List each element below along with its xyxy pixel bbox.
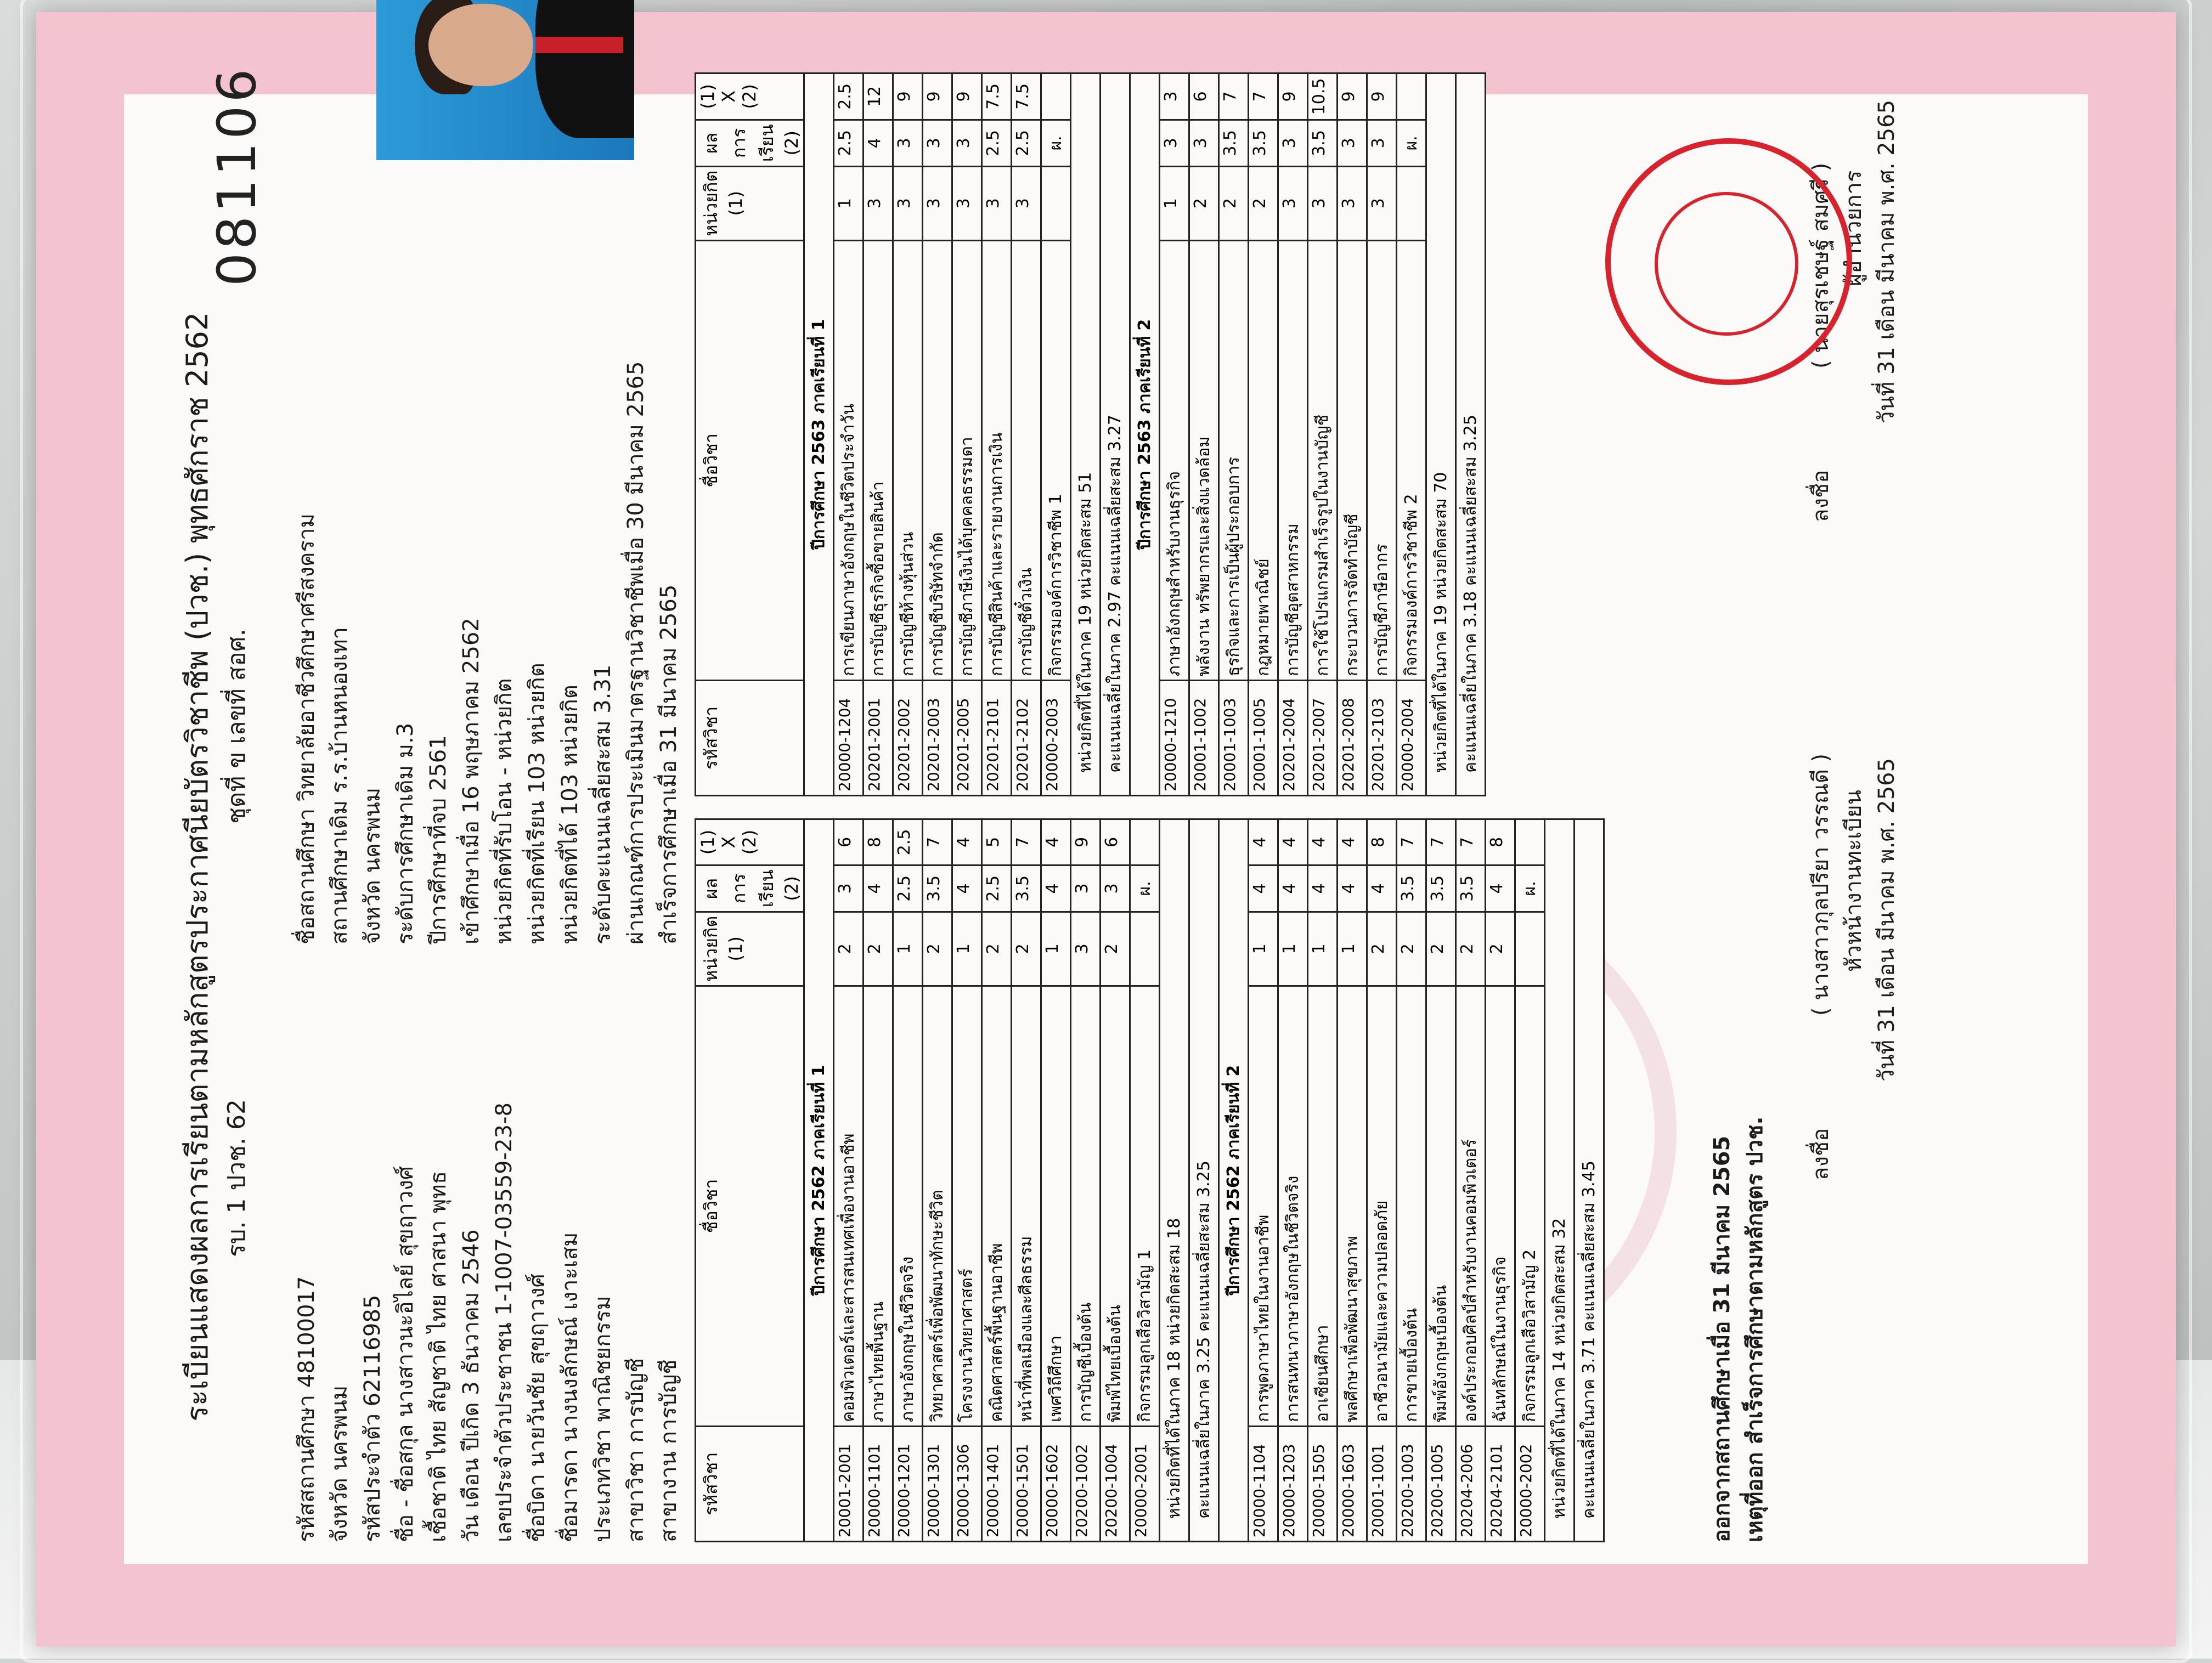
course-name: ภาษาไทยพื้นฐาน (864, 986, 893, 1426)
course-code: 20200-1004 (1101, 1426, 1130, 1541)
table-row (952, 819, 982, 1542)
course-grade: 3.5 (1426, 865, 1456, 912)
course-code: 20201-2001 (864, 681, 893, 796)
course-points (1397, 73, 1426, 120)
course-code: 20000-1306 (952, 1426, 982, 1541)
course-points: 4 (1249, 819, 1278, 866)
course-credit: 2 (1456, 912, 1486, 986)
course-credit: 1 (1278, 912, 1308, 986)
course-credit: 3 (864, 166, 893, 240)
course-credit (1130, 912, 1160, 986)
course-credit: 2 (1189, 166, 1219, 240)
course-points: 7.5 (1012, 73, 1041, 120)
course-name: การบัญชีห้างหุ้นส่วน (893, 240, 923, 680)
grades-table-left (695, 818, 1605, 1542)
term-credit-summary: หน่วยกิตที่ได้ในภาค 18 หน่วยกิตสะสม 18 (1160, 819, 1189, 1542)
course-points (1130, 819, 1160, 866)
term-title: ปีการศึกษา 2562 ภาคเรียนที่ 2 (1219, 819, 1249, 1542)
course-name: วิทยาศาสตร์เพื่อพัฒนาทักษะชีวิต (923, 986, 952, 1426)
course-points: 3 (1160, 73, 1189, 120)
registrar-title: หัวหน้างานทะเบียน (1841, 789, 1866, 972)
course-code: 20000-1203 (1278, 1426, 1308, 1541)
course-name: พลังงาน ทรัพยากรและสิ่งแวดล้อม (1189, 240, 1219, 680)
course-code: 20001-1003 (1219, 681, 1249, 796)
course-name: ธุรกิจและการเป็นผู้ประกอบการ (1219, 240, 1249, 680)
course-grade: 4 (1338, 865, 1367, 912)
term-credit-summary: หน่วยกิตที่ได้ในภาค 14 หน่วยกิตสะสม 32 (1545, 819, 1575, 1542)
course-points: 7 (1249, 73, 1278, 120)
course-name: คอมพิวเตอร์และสารสนเทศเพื่องานอาชีพ (834, 986, 864, 1426)
course-name: โครงงานวิทยาศาสตร์ (952, 986, 982, 1426)
student-name: ชื่อ - ชื่อสกุล นางสาวนะอิไลย์ สุขฤาวงศ์ (393, 1166, 418, 1542)
mother-name: ชื่อมารดา นางนงลักษณ์ เงาะเสม (557, 1232, 583, 1542)
table-row (1515, 819, 1545, 1542)
official-stamp (1605, 138, 1852, 385)
previous-province: จังหวัด นครพนม (360, 787, 385, 944)
course-code: 20000-1505 (1308, 1426, 1338, 1541)
term-title: ปีการศึกษา 2563 ภาคเรียนที่ 1 (804, 73, 834, 796)
course-credit: 2 (864, 912, 893, 986)
table-row (1012, 819, 1041, 1542)
table-row (1249, 73, 1278, 796)
course-credit: 3 (1012, 166, 1041, 240)
course-points: 9 (952, 73, 982, 120)
course-credit: 1 (952, 912, 982, 986)
table-row (1308, 819, 1338, 1542)
course-name: พลศึกษาเพื่อพัฒนาสุขภาพ (1338, 986, 1367, 1426)
cumulative-gpa: ระดับคะแนนเฉลี่ยสะสม 3.31 (590, 664, 616, 944)
credits-earned: หน่วยกิตที่ได้ 103 หน่วยกิต (557, 685, 583, 944)
table-row (1338, 73, 1367, 796)
course-points: 7 (1012, 819, 1041, 866)
course-credit: 3 (893, 166, 923, 240)
course-points: 4 (1041, 819, 1071, 866)
col-grade: ผลการเรียน (2) (696, 120, 804, 166)
course-name: ฉันทลักษณ์ในงานธุรกิจ (1486, 986, 1515, 1426)
course-grade: 4 (952, 865, 982, 912)
table-row (1160, 73, 1189, 796)
course-name: กิจกรรมลูกเสือวิสามัญ 2 (1515, 986, 1545, 1426)
course-credit: 3 (1278, 166, 1308, 240)
term-gpa-summary: คะแนนเฉลี่ยในภาค 3.71 คะแนนเฉลี่ยสะสม 3.45 (1575, 819, 1604, 1542)
course-points: 7 (923, 819, 952, 866)
course-points: 9 (1071, 819, 1101, 866)
previous-school: สถานศึกษาเดิม ร.ร.บ้านหนองเทา (327, 627, 352, 944)
course-grade: 2.5 (982, 865, 1012, 912)
table-row (1397, 73, 1426, 796)
term-credit-summary: หน่วยกิตที่ได้ในภาค 19 หน่วยกิตสะสม 51 (1071, 73, 1101, 796)
course-grade: ผ. (1515, 865, 1545, 912)
course-grade: 3 (1338, 120, 1367, 166)
course-points: 8 (1486, 819, 1515, 866)
citizen-id: เลขประจำตัวประชาชน 1-1007-03559-23-8 (492, 1102, 517, 1542)
course-code: 20000-2002 (1515, 1426, 1545, 1541)
course-grade: ผ. (1130, 865, 1160, 912)
leave-reason: เหตุที่ออก สำเร็จการศึกษาตามหลักสูตร ปวช. (1742, 1116, 1768, 1542)
course-code: 20001-1001 (1367, 1426, 1397, 1541)
course-name: พิมพ์อังกฤษเบื้องต้น (1426, 986, 1456, 1426)
director-date: วันที่ 31 เดือน มีนาคม พ.ศ. 2565 (1874, 100, 1899, 423)
term-gpa-summary: คะแนนเฉลี่ยในภาค 2.97 คะแนนเฉลี่ยสะสม 3.27 (1101, 73, 1130, 796)
course-credit: 3 (1308, 166, 1338, 240)
term-gpa-summary: คะแนนเฉลี่ยในภาค 3.18 คะแนนเฉลี่ยสะสม 3.25 (1456, 73, 1486, 796)
course-grade: 3 (1101, 865, 1130, 912)
course-code: 20201-2005 (952, 681, 982, 796)
col-credit: หน่วยกิต (1) (696, 166, 804, 240)
course-code: 20201-2004 (1278, 681, 1308, 796)
course-name: เพศวิถีศึกษา (1041, 986, 1071, 1426)
course-grade: 2.5 (893, 865, 923, 912)
course-credit: 3 (952, 166, 982, 240)
table-row (893, 819, 923, 1542)
col-product: (1) X (2) (696, 73, 804, 120)
course-code: 20201-2103 (1367, 681, 1397, 796)
school-code: รหัสสถานศึกษา 48100017 (294, 1276, 319, 1542)
course-name: การขายเบื้องต้น (1397, 986, 1426, 1426)
course-points (1515, 819, 1545, 866)
course-credit: 3 (1071, 912, 1101, 986)
course-credit: 3 (982, 166, 1012, 240)
course-name: การบัญชีเบื้องต้น (1071, 986, 1101, 1426)
course-name: อาเซียนศึกษา (1308, 986, 1338, 1426)
term-title: ปีการศึกษา 2562 ภาคเรียนที่ 1 (804, 819, 834, 1542)
leave-date: ออกจากสถานศึกษาเมื่อ 31 มีนาคม 2565 (1709, 1135, 1735, 1542)
course-name: การบัญชีบริษัทจำกัด (923, 240, 952, 680)
course-code: 20000-1101 (864, 1426, 893, 1541)
father-name: ชื่อบิดา นายวันชัย สุขฤาวงศ์ (524, 1274, 550, 1542)
registrar-name: ( นางสาวกุลปรียา วรรณดี ) (1808, 753, 1833, 1016)
course-points: 7.5 (982, 73, 1012, 120)
course-name: ภาษาอังกฤษสำหรับงานธุรกิจ (1160, 240, 1189, 680)
col-name: ชื่อวิชา (696, 240, 804, 680)
course-code: 20201-2102 (1012, 681, 1041, 796)
table-row (834, 73, 864, 796)
course-code: 20000-1210 (1160, 681, 1189, 796)
course-code: 20204-2101 (1486, 1426, 1515, 1541)
course-credit: 2 (1426, 912, 1456, 986)
course-points: 6 (1189, 73, 1219, 120)
signature-label-registrar: ลงชื่อ (1808, 1128, 1833, 1180)
course-name: พิมพ์ไทยเบื้องต้น (1101, 986, 1130, 1426)
left-term2 (1219, 819, 1604, 1542)
col-code: รหัสวิชา (696, 1426, 804, 1541)
nationality: เชื้อชาติ ไทย สัญชาติ ไทย ศาสนา พุทธ (426, 1170, 451, 1542)
study-field: สาขาวิชา การบัญชี (623, 1357, 648, 1542)
course-grade: 4 (1249, 865, 1278, 912)
course-name: การบัญชีอุตสาหกรรม (1278, 240, 1308, 680)
course-grade: 3.5 (1308, 120, 1338, 166)
table-row (1397, 819, 1426, 1542)
director-title: ผู้อำนวยการ (1841, 170, 1866, 286)
course-points: 8 (864, 819, 893, 866)
course-credit: 1 (1249, 912, 1278, 986)
left-term1 (804, 819, 1219, 1542)
course-code: 20000-2004 (1397, 681, 1426, 796)
course-points (1041, 73, 1071, 120)
course-credit (1515, 912, 1545, 986)
course-points: 9 (1367, 73, 1397, 120)
course-credit: 2 (982, 912, 1012, 986)
course-credit: 1 (1308, 912, 1338, 986)
graduation-date: สำเร็จการศึกษาเมื่อ 31 มีนาคม 2565 (656, 584, 681, 944)
course-credit: 1 (893, 912, 923, 986)
course-code: 20204-2006 (1456, 1426, 1486, 1541)
course-code: 20200-1005 (1426, 1426, 1456, 1541)
course-code: 20001-2001 (834, 1426, 864, 1541)
table-row (1219, 73, 1249, 796)
course-points: 4 (1278, 819, 1308, 866)
course-code: 20000-2003 (1041, 681, 1071, 796)
table-row (923, 819, 952, 1542)
course-points: 7 (1397, 819, 1426, 866)
right-term1 (804, 73, 1130, 796)
table-row (1278, 819, 1308, 1542)
course-name: การสนทนาภาษาอังกฤษในชีวิตจริง (1278, 986, 1308, 1426)
course-points: 10.5 (1308, 73, 1338, 120)
course-code: 20000-1401 (982, 1426, 1012, 1541)
course-name: การพูดภาษาไทยในงานอาชีพ (1249, 986, 1278, 1426)
table-row (893, 73, 923, 796)
course-grade: 3.5 (1456, 865, 1486, 912)
course-credit (1397, 166, 1426, 240)
course-code: 20201-2008 (1338, 681, 1367, 796)
course-points: 4 (1338, 819, 1367, 866)
previous-year: ปีการศึกษาที่จบ 2561 (426, 735, 451, 944)
document-title: ระเบียนแสดงผลการเรียนตามหลักสูตรประกาศนียบัตรวิชาชีพ (ปวช.) พุทธศักราช 2562 (180, 312, 215, 1422)
set-label: ชุดที่ ข เลขที่ สอศ. (223, 629, 251, 824)
course-grade: 4 (1041, 865, 1071, 912)
course-points: 5 (982, 819, 1012, 866)
course-credit: 2 (1249, 166, 1278, 240)
course-name: การบัญชีภาษีอากร (1367, 240, 1397, 680)
course-name: ภาษาอังกฤษในชีวิตจริง (893, 986, 923, 1426)
credits-studied: หน่วยกิตที่เรียน 103 หน่วยกิต (524, 663, 550, 944)
course-grade: 4 (1308, 865, 1338, 912)
course-credit: 2 (1012, 912, 1041, 986)
study-major: สาขางาน การบัญชี (656, 1359, 681, 1542)
table-row (982, 73, 1012, 796)
course-points: 9 (1278, 73, 1308, 120)
course-name: คณิตศาสตร์พื้นฐานอาชีพ (982, 986, 1012, 1426)
table-row (1041, 73, 1071, 796)
course-name: องค์ประกอบศิลป์สำหรับงานคอมพิวเตอร์ (1456, 986, 1486, 1426)
course-name: กิจกรรมลูกเสือวิสามัญ 1 (1130, 986, 1160, 1426)
course-name: กิจกรรมองค์การวิชาชีพ 2 (1397, 240, 1426, 680)
course-code: 20000-1602 (1041, 1426, 1071, 1541)
course-grade: 4 (1278, 865, 1308, 912)
course-name: หน้าที่พลเมืองและศีลธรรม (1012, 986, 1041, 1426)
student-id: รหัสประจำตัว 62116985 (360, 1294, 385, 1542)
course-name: การเขียนภาษาอังกฤษในชีวิตประจำวัน (834, 240, 864, 680)
course-credit (1041, 166, 1071, 240)
birth-date: วัน เดือน ปีเกิด 3 ธันวาคม 2546 (459, 1229, 484, 1542)
course-points: 2.5 (893, 819, 923, 866)
table-row (864, 819, 893, 1542)
course-grade: 2.5 (1012, 120, 1041, 166)
course-grade: 3 (1071, 865, 1101, 912)
col-code: รหัสวิชา (696, 681, 804, 796)
col-name: ชื่อวิชา (696, 986, 804, 1426)
grades-table-right (695, 72, 1486, 796)
course-name: กิจกรรมองค์การวิชาชีพ 1 (1041, 240, 1071, 680)
course-points: 4 (1308, 819, 1338, 866)
course-code: 20001-1002 (1189, 681, 1219, 796)
table-row (1130, 819, 1160, 1542)
course-grade: ผ. (1397, 120, 1426, 166)
study-type: ประเภทวิชา พาณิชยกรรม (590, 1296, 616, 1542)
course-points: 7 (1456, 819, 1486, 866)
table-row (864, 73, 893, 796)
course-credit: 1 (834, 166, 864, 240)
course-credit: 1 (1041, 912, 1071, 986)
course-code: 20201-2002 (893, 681, 923, 796)
course-grade: 4 (864, 865, 893, 912)
course-code: 20201-2101 (982, 681, 1012, 796)
course-code: 20000-1603 (1338, 1426, 1367, 1541)
table-row (1101, 819, 1130, 1542)
form-code: รบ. 1 ปวช. 62 (223, 1099, 251, 1257)
course-points: 9 (893, 73, 923, 120)
table-row (834, 819, 864, 1542)
course-credit: 3 (1367, 166, 1397, 240)
term-gpa-summary: คะแนนเฉลี่ยในภาค 3.25 คะแนนเฉลี่ยสะสม 3.25 (1189, 819, 1219, 1542)
province: จังหวัด นครพนม (327, 1385, 352, 1542)
course-grade: ผ. (1041, 120, 1071, 166)
table-row (1071, 819, 1101, 1542)
table-row (1012, 73, 1041, 796)
col-grade: ผลการเรียน (2) (696, 865, 804, 912)
director-name: ( นายสุรเชษฐ์ สมศรี ) (1808, 162, 1833, 369)
course-code: 20000-1204 (834, 681, 864, 796)
credits-transferred: หน่วยกิตที่รับโอน - หน่วยกิต (492, 678, 517, 944)
table-row (1249, 819, 1278, 1542)
course-credit: 2 (1219, 166, 1249, 240)
term-credit-summary: หน่วยกิตที่ได้ในภาค 19 หน่วยกิตสะสม 70 (1426, 73, 1456, 796)
course-name: การบัญชีตั๋วเงิน (1012, 240, 1041, 680)
course-name: การบัญชีภาษีเงินได้บุคคลธรรมดา (952, 240, 982, 680)
course-code: 20000-1104 (1249, 1426, 1278, 1541)
course-credit: 2 (1486, 912, 1515, 986)
course-grade: 3 (952, 120, 982, 166)
course-points: 4 (952, 819, 982, 866)
table-row (1367, 819, 1397, 1542)
course-grade: 3.5 (923, 865, 952, 912)
course-grade: 2.5 (834, 120, 864, 166)
course-grade: 3 (1367, 120, 1397, 166)
course-code: 20000-2001 (1130, 1426, 1160, 1541)
course-name: กระบวนการจัดทำบัญชี (1338, 240, 1367, 680)
course-grade: 3 (923, 120, 952, 166)
table-row (1278, 73, 1308, 796)
term-title: ปีการศึกษา 2563 ภาคเรียนที่ 2 (1130, 73, 1160, 796)
entry-date: เข้าศึกษาเมื่อ 16 พฤษภาคม 2562 (459, 618, 484, 944)
course-grade: 3.5 (1397, 865, 1426, 912)
course-credit: 2 (923, 912, 952, 986)
table-row (1367, 73, 1397, 796)
passed-standard: ผ่านเกณฑ์การประเมินมาตรฐานวิชาชีพเมื่อ 30 มีนาคม 2565 (623, 361, 648, 944)
col-product: (1) X (2) (696, 819, 804, 866)
course-credit: 2 (834, 912, 864, 986)
course-code: 20000-1501 (1012, 1426, 1041, 1541)
course-code: 20000-1301 (923, 1426, 952, 1541)
course-points: 7 (1426, 819, 1456, 866)
school-name: ชื่อสถานศึกษา วิทยาลัยอาชีวศึกษาศรีสงคราม (294, 513, 319, 944)
table-row (982, 819, 1012, 1542)
table-row (1308, 73, 1338, 796)
table-row (923, 73, 952, 796)
course-points: 12 (864, 73, 893, 120)
course-grade: 4 (864, 120, 893, 166)
course-name: อาชีวอนามัยและความปลอดภัย (1367, 986, 1397, 1426)
course-points: 2.5 (834, 73, 864, 120)
document-body (124, 65, 2088, 1564)
course-credit: 2 (1101, 912, 1130, 986)
course-grade: 3 (1189, 120, 1219, 166)
course-name: การบัญชีสินค้าและรายงานการเงิน (982, 240, 1012, 680)
table-row (952, 73, 982, 796)
course-credit: 1 (1338, 912, 1367, 986)
course-code: 20200-1002 (1071, 1426, 1101, 1541)
course-code: 20001-1005 (1249, 681, 1278, 796)
course-grade: 3 (834, 865, 864, 912)
course-grade: 2.5 (982, 120, 1012, 166)
course-grade: 3.5 (1249, 120, 1278, 166)
course-points: 7 (1219, 73, 1249, 120)
table-row (1456, 819, 1486, 1542)
course-grade: 4 (1367, 865, 1397, 912)
course-name: การใช้โปรแกรมสำเร็จรูปในงานบัญชี (1308, 240, 1338, 680)
course-name: กฎหมายพาณิชย์ (1249, 240, 1278, 680)
course-points: 6 (834, 819, 864, 866)
right-term2 (1130, 73, 1486, 796)
course-name: การบัญชีธุรกิจซื้อขายสินค้า (864, 240, 893, 680)
course-grade: 3 (1278, 120, 1308, 166)
transcript-document (36, 12, 2176, 1647)
course-points: 9 (1338, 73, 1367, 120)
table-row (1041, 819, 1071, 1542)
course-grade: 3 (1160, 120, 1189, 166)
course-points: 8 (1367, 819, 1397, 866)
course-grade: 3 (893, 120, 923, 166)
course-credit: 1 (1160, 166, 1189, 240)
table-row (1338, 819, 1367, 1542)
course-grade: 3.5 (1012, 865, 1041, 912)
course-points: 6 (1101, 819, 1130, 866)
serial-number: 081106 (206, 65, 268, 286)
course-grade: 4 (1486, 865, 1515, 912)
course-credit: 3 (923, 166, 952, 240)
course-points: 9 (923, 73, 952, 120)
table-row (1189, 73, 1219, 796)
student-photo (376, 0, 634, 160)
course-code: 20201-2007 (1308, 681, 1338, 796)
col-credit: หน่วยกิต (1) (696, 912, 804, 986)
table-row (1486, 819, 1515, 1542)
course-credit: 3 (1338, 166, 1367, 240)
table-row (1426, 819, 1456, 1542)
previous-level: ระดับการศึกษาเดิม ม.3 (393, 722, 418, 944)
course-credit: 2 (1367, 912, 1397, 986)
course-grade: 3.5 (1219, 120, 1249, 166)
course-code: 20201-2003 (923, 681, 952, 796)
course-credit: 2 (1397, 912, 1426, 986)
course-code: 20000-1201 (893, 1426, 923, 1541)
course-code: 20200-1003 (1397, 1426, 1426, 1541)
registrar-date: วันที่ 31 เดือน มีนาคม พ.ศ. 2565 (1874, 758, 1899, 1082)
signature-label-director: ลงชื่อ (1808, 470, 1833, 522)
